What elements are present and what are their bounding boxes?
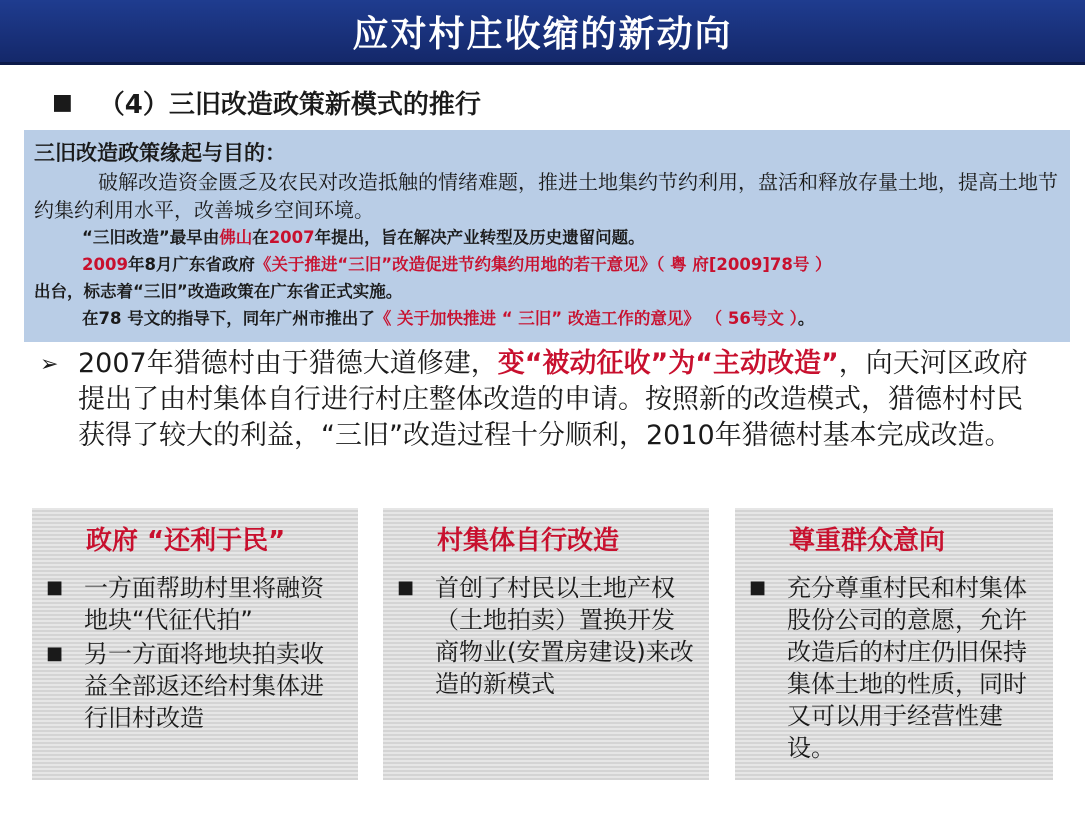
city-name: 佛山 [219,228,253,247]
card-title: 尊重群众意向 [789,526,946,556]
square-bullet-icon: ■ [397,577,415,598]
info-box [24,130,1070,342]
info-box-paragraph: 破解改造资金匮乏及农民对改造抵触的情绪难题，推进土地集约节约利用，盘活和释放存量土地，提高土地节约集约利用水平，改善城乡空间环境。 [34,170,1058,222]
policy-document-title: 《关于推进“三旧”改造促进节约集约用地的若干意见》（ 粤 府[2009]78号 ） [254,255,832,274]
list-item: ■ 首创了村民以土地产权（土地拍卖）置换开发商物业(安置房建设)来改造的新模式 [397,574,694,698]
year-2007: 2007 [268,228,315,247]
card-government [32,508,358,780]
list-item: ■ 另一方面将地块拍卖收益全部返还给村集体进行旧村改造 [46,640,324,732]
info-line-policy: 2009年8月广东省政府《关于推进“三旧”改造促进节约集约用地的若干意见》（ 粤 府[2009]78号 ） [82,255,832,274]
square-bullet-icon: ■ [52,90,73,115]
main-highlight: 变“被动征收”为“主动改造” [497,348,839,379]
info-line-origin: “三旧改造”最早由佛山在2007年提出，旨在解决产业转型及历史遗留问题。 [82,228,645,247]
info-line-implementation: 出台，标志着“三旧”改造政策在广东省正式实施。 [34,282,403,301]
main-bullet-text: 2007年猎德村由于猎德大道修建，变“被动征收”为“主动改造”，向天河区政府提出了由村集体自行进行村庄整体改造的申请。按照新的改造模式，猎德村村民获得了较大的利益，“三旧”改造过程十分顺利，2010年猎德村基本完成改造。 [78,348,1028,451]
square-bullet-icon: ■ [749,577,767,598]
arrow-bullet-icon: ➢ [40,352,59,377]
square-bullet-icon: ■ [46,577,64,598]
info-line-guangzhou: 在78 号文的指导下，同年广州市推出了《 关于加快推进 “ 三旧” 改造工作的意见》 （ 56号文 ）。 [82,309,815,328]
title-bar [0,0,1085,65]
main-bullet [40,346,1040,454]
info-box-title: 三旧改造政策缘起与目的： [34,141,286,165]
list-item: ■ 充分尊重村民和村集体股份公司的意愿，允许改造后的村庄仍旧保持集体土地的性质，同时又可以用于经营性建设。 [749,574,1027,762]
page-title: 应对村庄收缩的新动向 [352,13,733,55]
square-bullet-icon: ■ [46,643,64,664]
year-2009: 2009 [82,255,128,274]
card-respect-public [735,508,1053,780]
card-title: 政府 “还利于民” [86,526,286,556]
guangzhou-document-title: 《 关于加快推进 “ 三旧” 改造工作的意见》 （ 56号文 ） [374,309,798,328]
card-village-collective [383,508,709,780]
section-heading [52,84,481,121]
section-heading-text: （4）三旧改造政策新模式的推行 [98,90,481,120]
card-title: 村集体自行改造 [437,526,620,556]
list-item: ■ 一方面帮助村里将融资地块“代征代拍” [46,574,324,634]
